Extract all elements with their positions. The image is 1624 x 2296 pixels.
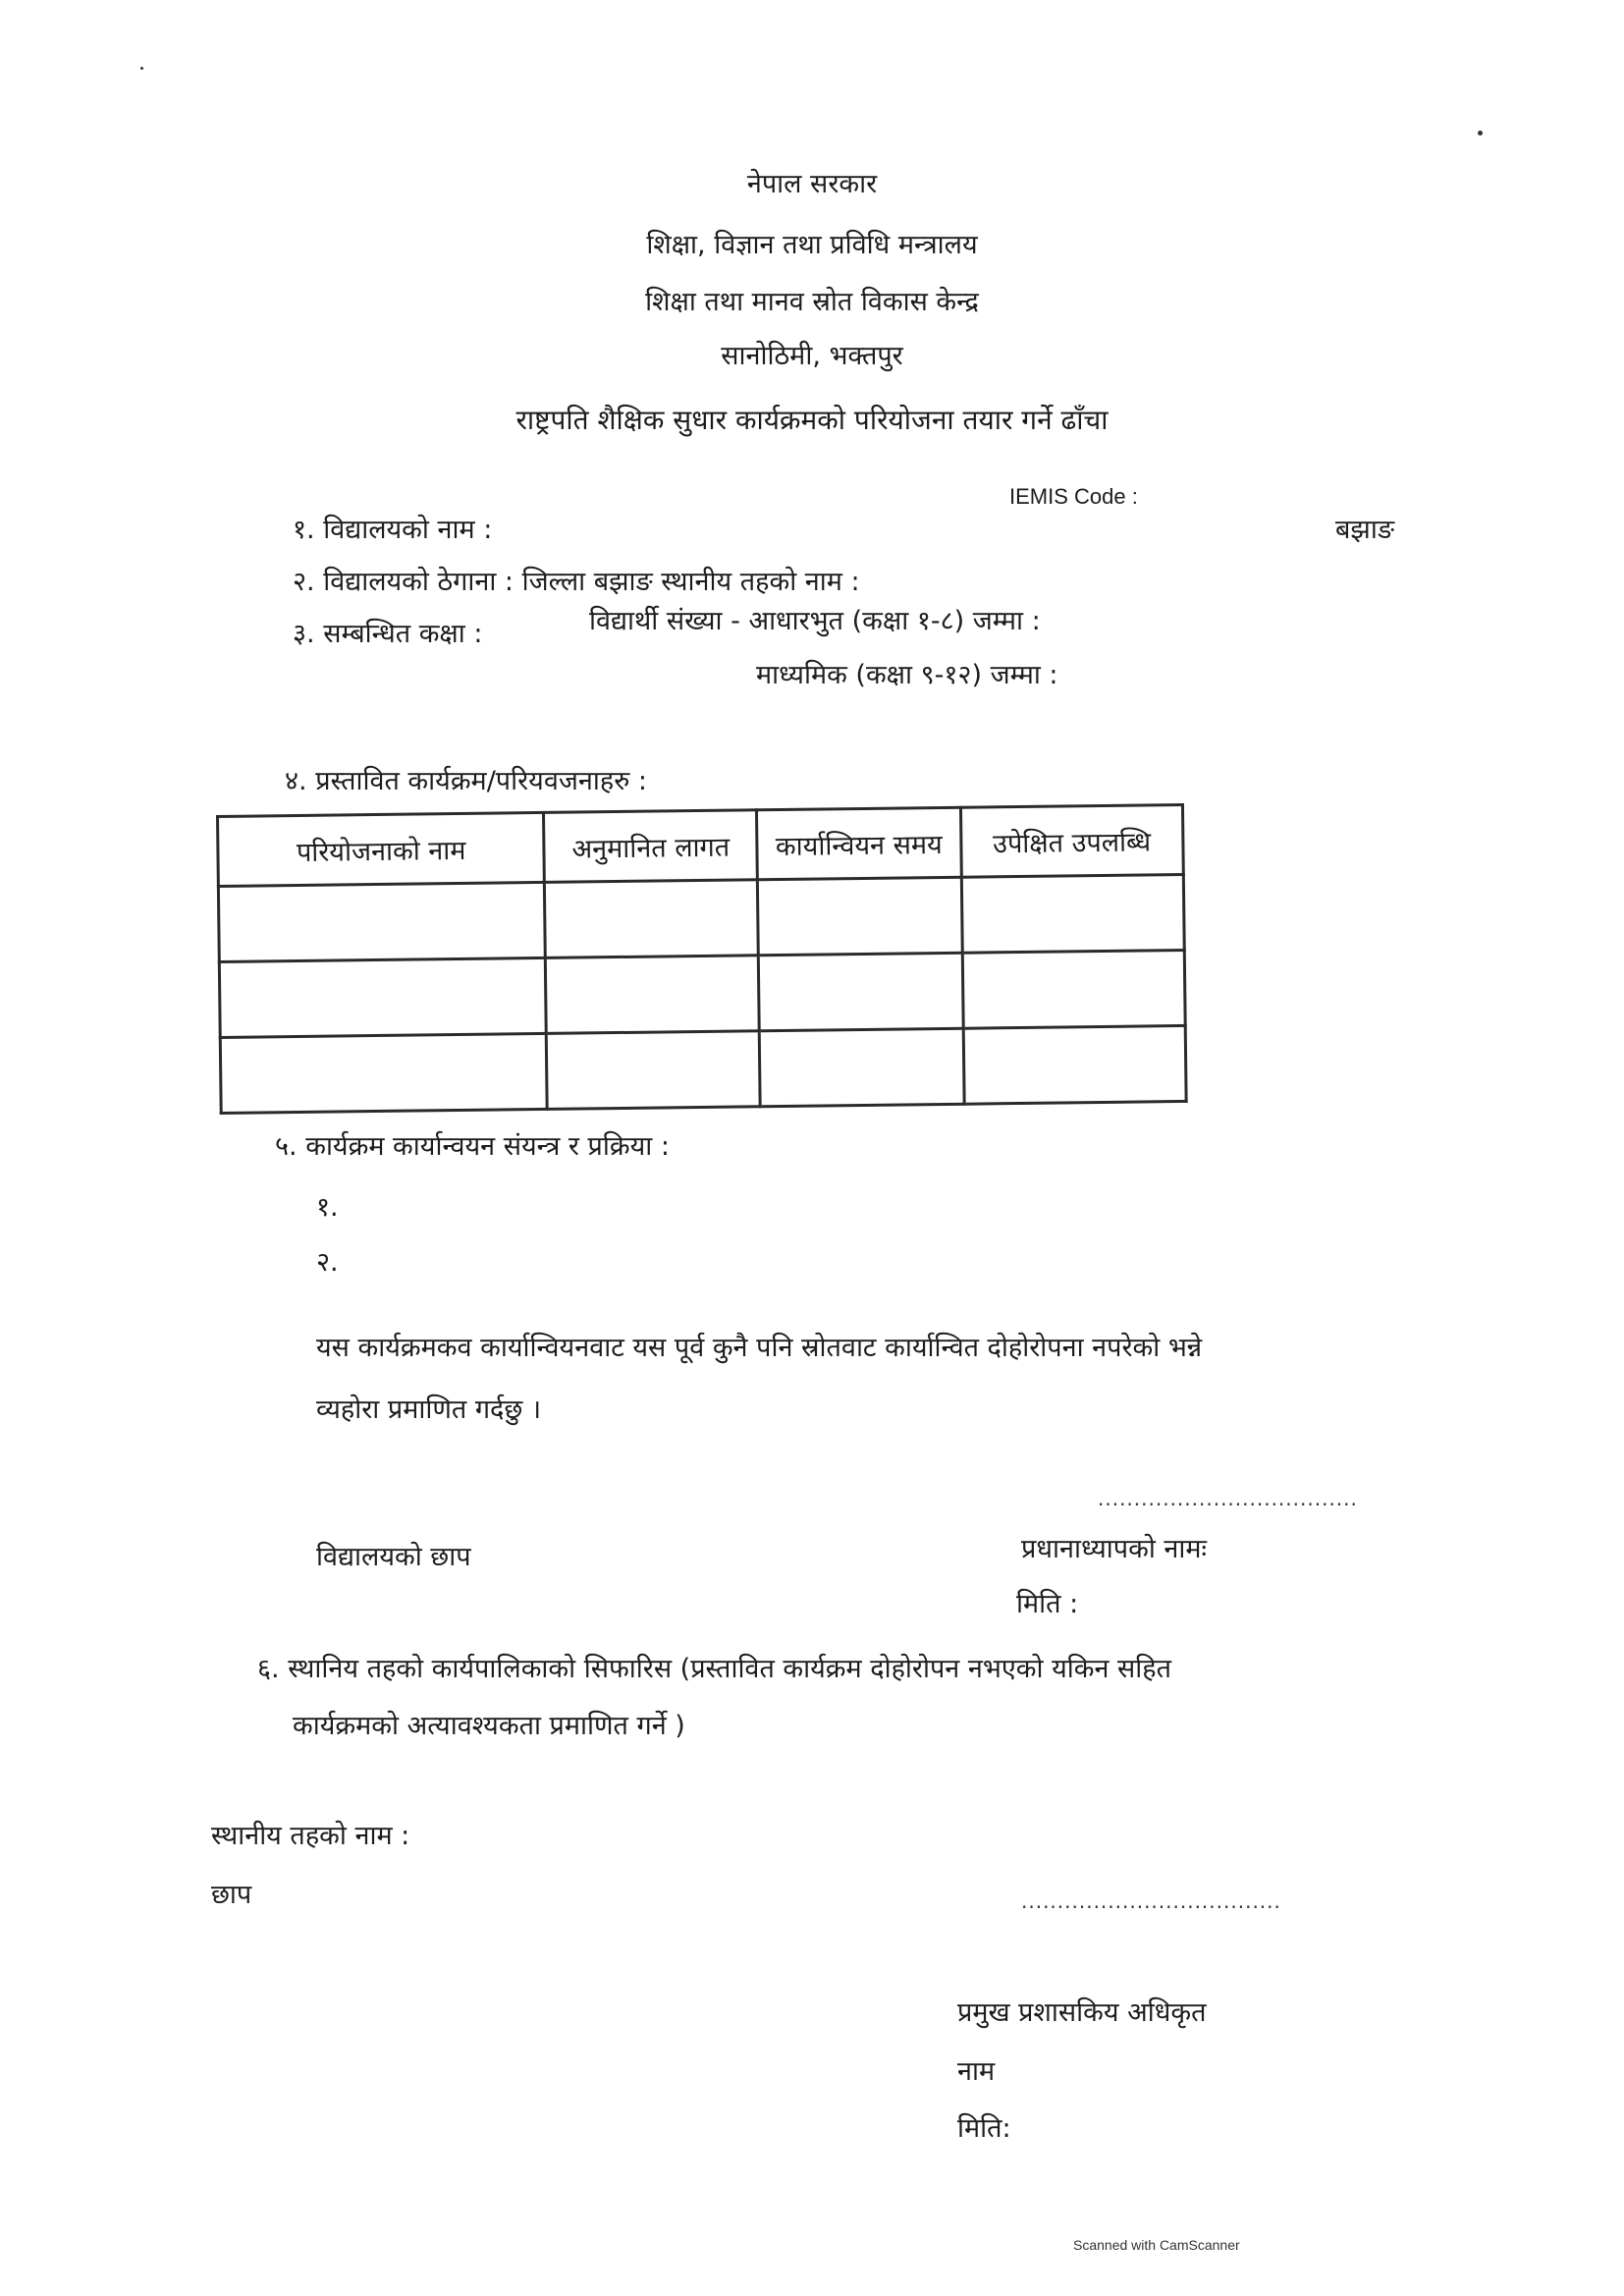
principal-signature-line: .................................... [1098, 1487, 1358, 1510]
class-label: ३. सम्बन्धित कक्षा : [293, 619, 483, 649]
header-ministry: शिक्षा, विज्ञान तथा प्रविधि मन्त्रालय [646, 230, 978, 260]
local-stamp-label: छाप [211, 1880, 252, 1910]
section4-heading: ४. प्रस्तावित कार्यक्रम/परियवजनाहरु : [285, 766, 648, 796]
section5-heading: ५. कार्यक्रम कार्यान्वयन संयन्त्र र प्रक्रिया : [275, 1131, 670, 1162]
student-count-basic: विद्यार्थी संख्या - आधारभुत (कक्षा १-८) जम्मा : [589, 606, 1041, 636]
officer-signature-line: .................................... [1021, 1889, 1281, 1913]
header-government: नेपाल सरकार [746, 169, 878, 199]
iemis-code-label: IEMIS Code : [1009, 484, 1138, 509]
school-name-label: १. विद्यालयको नाम : [293, 515, 493, 545]
declaration-line-2: व्यहोरा प्रमाणित गर्दछु । [316, 1394, 542, 1425]
column-expected-outcome: उपेक्षित उपलब्धि [960, 804, 1183, 877]
table-cell[interactable] [963, 1025, 1186, 1104]
header-address: सानोठिमी, भक्तपुर [721, 341, 903, 371]
school-stamp-label: विद्यालयको छाप [316, 1542, 471, 1572]
section6-line-1: ६. स्थानिय तहको कार्यपालिकाको सिफारिस (प्रस्तावित कार्यक्रम दोहोरोपन नभएको यकिन सहित [257, 1654, 1172, 1684]
table-cell[interactable] [546, 956, 760, 1034]
table-cell[interactable] [760, 1028, 964, 1107]
table-header-row [218, 804, 1184, 886]
district-name: बझाङ [1335, 515, 1395, 545]
scan-footer: Scanned with CamScanner [1073, 2237, 1240, 2253]
scan-speck [1478, 131, 1483, 136]
header-centre: शिक्षा तथा मानव स्रोत विकास केन्द्र [645, 287, 979, 317]
student-count-secondary: माध्यमिक (कक्षा ९-१२) जम्मा : [756, 660, 1058, 690]
section6-line-2: कार्यक्रमको अत्यावश्यकता प्रमाणित गर्ने ) [293, 1711, 685, 1741]
table-cell[interactable] [547, 1031, 761, 1110]
section5-item-2: २. [316, 1247, 339, 1278]
principal-name-label: प्रधानाध्यापको नामः [1021, 1534, 1207, 1564]
column-estimated-cost: अनुमानित लागत [544, 810, 758, 883]
project-table [216, 803, 1188, 1115]
table-cell[interactable] [961, 874, 1184, 953]
table-cell[interactable] [962, 950, 1185, 1028]
table-row [218, 874, 1184, 961]
officer-name-label: नाम [957, 2056, 996, 2087]
column-implementation-time: कार्यान्वियन समय [757, 807, 961, 880]
principal-date-label: मिति : [1016, 1589, 1079, 1619]
officer-title: प्रमुख प्रशासकिय अधिकृत [957, 1997, 1207, 2028]
school-address-label: २. विद्यालयको ठेगाना : जिल्ला बझाङ स्थानीय तहको नाम : [293, 567, 860, 597]
officer-date-label: मिति: [957, 2113, 1011, 2144]
table-cell[interactable] [759, 953, 963, 1031]
table-cell[interactable] [218, 882, 545, 961]
scan-speck [140, 67, 143, 70]
table-cell[interactable] [758, 877, 962, 956]
table-cell[interactable] [219, 957, 546, 1037]
declaration-line-1: यस कार्यक्रमकव कार्यान्वियनवाट यस पूर्व कुनै पनि स्रोतवाट कार्यान्वित दोहोरोपना नपरेको भन्ने [316, 1333, 1203, 1363]
section5-item-1: १. [316, 1192, 339, 1223]
column-project-name: परियोजनाको नाम [218, 812, 545, 886]
table-row [220, 1025, 1186, 1113]
table-row [219, 950, 1185, 1037]
form-title: राष्ट्रपति शैक्षिक सुधार कार्यक्रमको परियोजना तयार गर्ने ढाँचा [515, 404, 1109, 436]
table-cell[interactable] [545, 880, 759, 958]
local-level-name-label: स्थानीय तहको नाम : [211, 1821, 410, 1851]
table-cell[interactable] [220, 1033, 547, 1113]
